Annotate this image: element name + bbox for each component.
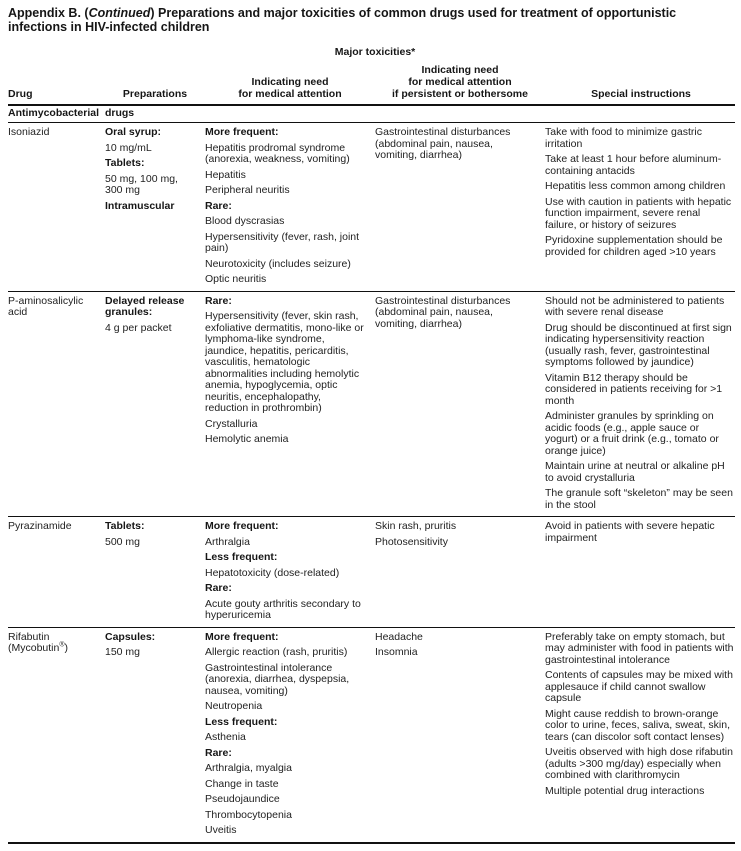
text-paragraph: Gastrointestinal disturbances (abdominal pain, nausea, vomiting, diarrhea)	[375, 126, 511, 161]
toxicity-medical-attention-cell	[205, 627, 375, 843]
text-paragraph: Multiple potential drug interactions	[545, 784, 705, 797]
special-instructions-cell	[545, 517, 735, 628]
text-paragraph: Pyrazinamide	[8, 520, 72, 532]
table-body	[8, 105, 735, 843]
table-row-p-aminosalicylic-acid	[8, 291, 735, 517]
drug-cell-p-aminosalicylic-acid	[8, 291, 105, 517]
text-paragraph: Preferably take on empty stomach, but may administer with food in patients with gastrointestinal intolerance	[545, 630, 734, 666]
text-paragraph: 50 mg, 100 mg, 300 mg	[105, 172, 178, 196]
text-paragraph: Hepatitis	[205, 168, 246, 181]
text-paragraph: Skin rash, pruritis	[375, 520, 457, 532]
frequency-subhead: Intramuscular	[105, 199, 175, 212]
text-paragraph: Hypersensitivity (fever, skin rash, exfoliative dermatitis, mono-like or lymphoma-like syndrome, jaundice, hepatitis, pericarditis, vasculitis, hematologic abnormalities including hemolytic anemia, hypoglycemia, optic neuritis, encephalopathy, reduction in prothrombin)	[205, 310, 364, 414]
frequency-subhead: Capsules:	[105, 630, 156, 643]
frequency-subhead: More frequent:	[205, 126, 279, 138]
text-paragraph: 4 g per packet	[105, 321, 172, 334]
text-paragraph: 150 mg	[105, 646, 141, 658]
section-header-antimycobacterial: Antimycobacterial drugs	[8, 105, 735, 123]
title-continued: Continued	[88, 6, 151, 20]
frequency-subhead: Rare:	[205, 582, 232, 594]
text-paragraph: Thrombocytopenia	[205, 808, 292, 821]
text-paragraph: Arthralgia, myalgia	[205, 762, 292, 774]
table-row-rifabutin	[8, 627, 735, 843]
column-header-attention: Indicating need for medical attention	[205, 59, 375, 105]
table-head	[8, 43, 735, 105]
toxicity-persistent-cell	[375, 627, 545, 843]
text-paragraph: Should not be administered to patients with severe renal disease	[545, 294, 725, 318]
text-paragraph: Neutropenia	[205, 700, 263, 712]
text-paragraph: Acute gouty arthritis secondary to hyperuricemia	[205, 597, 361, 621]
text-paragraph: Hepatitis prodromal syndrome (anorexia, weakness, vomiting)	[205, 141, 350, 165]
frequency-subhead: More frequent:	[205, 520, 279, 532]
frequency-subhead: Rare:	[205, 746, 232, 759]
text-paragraph: Rifabutin (Mycobutin®)	[8, 630, 69, 654]
toxicity-medical-attention-cell	[205, 123, 375, 292]
text-paragraph: Avoid in patients with severe hepatic impairment	[545, 520, 715, 544]
text-paragraph: Hemolytic anemia	[205, 433, 289, 445]
toxicity-medical-attention-cell	[205, 517, 375, 628]
drug-toxicity-table	[8, 43, 735, 844]
frequency-subhead: Tablets:	[105, 520, 145, 532]
major-toxicities-label: Major toxicities*	[334, 46, 416, 58]
text-paragraph: Arthralgia	[205, 535, 250, 548]
preparations-cell	[105, 291, 205, 517]
text-paragraph: Pseudojaundice	[205, 793, 280, 805]
text-paragraph: Drug should be discontinued at first sign indicating hypersensitivity reaction (usually rash, fever, gastrointestinal symptoms followed by jaundice)	[545, 321, 732, 368]
text-paragraph: Photosensitivity	[375, 535, 448, 548]
text-paragraph: Take at least 1 hour before aluminum-containing antacids	[545, 153, 722, 177]
drug-cell-isoniazid	[8, 123, 105, 292]
text-paragraph: Pyridoxine supplementation should be provided for children aged >10 years	[545, 234, 723, 258]
special-instructions-cell	[545, 123, 735, 292]
text-paragraph: Contents of capsules may be mixed with applesauce if child cannot swallow capsule	[545, 669, 733, 704]
special-instructions-cell	[545, 291, 735, 517]
text-paragraph: The granule soft “skeleton” may be seen in the stool	[545, 487, 733, 511]
major-toxicities-spanner-cell	[205, 43, 545, 59]
frequency-subhead: Less frequent:	[205, 551, 278, 563]
spanner-spacer	[8, 43, 105, 59]
text-paragraph: Take with food to minimize gastric irritation	[545, 126, 702, 150]
text-paragraph: 500 mg	[105, 535, 141, 548]
text-paragraph: 10 mg/mL	[105, 141, 152, 154]
text-paragraph: Neurotoxicity (includes seizure)	[205, 257, 351, 270]
frequency-subhead: More frequent:	[205, 630, 279, 643]
text-paragraph: Administer granules by sprinkling on acidic foods (e.g., apple sauce or yogurt) or a fruit drink (e.g., tomato or orange juice)	[545, 410, 719, 457]
drug-cell-pyrazinamide	[8, 517, 105, 628]
appendix-title	[8, 7, 735, 34]
frequency-subhead: Oral syrup:	[105, 126, 162, 138]
text-paragraph: Peripheral neuritis	[205, 184, 290, 196]
column-header-drug: Drug	[8, 59, 105, 105]
title-prefix: Appendix B. (	[8, 6, 89, 20]
column-header-special-instructions: Special instructions	[545, 59, 735, 105]
text-paragraph: Hepatotoxicity (dose-related)	[205, 566, 340, 579]
section-row	[8, 105, 735, 123]
text-paragraph: Gastrointestinal intolerance (anorexia, diarrhea, dyspepsia, nausea, vomiting)	[205, 661, 350, 697]
registered-trademark-symbol: ®	[59, 641, 65, 649]
frequency-subhead: Less frequent:	[205, 715, 278, 728]
preparations-cell	[105, 123, 205, 292]
text-paragraph: Change in taste	[205, 777, 279, 790]
special-instructions-cell	[545, 627, 735, 843]
text-paragraph: Optic neuritis	[205, 273, 267, 285]
toxicity-persistent-cell	[375, 291, 545, 517]
frequency-subhead: Rare:	[205, 199, 232, 212]
text-paragraph: Hepatitis less common among children	[545, 180, 726, 192]
text-paragraph: Allergic reaction (rash, pruritis)	[205, 646, 348, 658]
spanner-row	[8, 43, 735, 59]
text-paragraph: Crystalluria	[205, 417, 258, 430]
frequency-subhead: Rare:	[205, 294, 232, 307]
text-paragraph: Maintain urine at neutral or alkaline pH to avoid crystalluria	[545, 460, 725, 484]
text-paragraph: Might cause reddish to brown-orange color to urine, feces, saliva, sweat, skin, tears (can discolor soft contact lenses)	[545, 707, 730, 743]
spanner-spacer	[105, 43, 205, 59]
column-header-preparations: Preparations	[105, 59, 205, 105]
text-paragraph: Hypersensitivity (fever, rash, joint pain)	[205, 230, 360, 254]
table-row-pyrazinamide	[8, 517, 735, 628]
drug-cell-rifabutin	[8, 627, 105, 843]
preparations-cell	[105, 517, 205, 628]
text-paragraph: Asthenia	[205, 731, 246, 743]
frequency-subhead: Delayed release granules:	[105, 294, 185, 318]
text-paragraph: Use with caution in patients with hepatic function impairment, severe renal failure, or history of seizures	[545, 195, 732, 231]
text-paragraph: Gastrointestinal disturbances (abdominal pain, nausea, vomiting, diarrhea)	[375, 294, 511, 330]
column-header-persistent: Indicating need for medical attention if persistent or bothersome	[375, 59, 545, 105]
text-paragraph: Uveitis	[205, 824, 237, 836]
text-paragraph: Headache	[375, 630, 423, 643]
toxicity-persistent-cell	[375, 517, 545, 628]
toxicity-medical-attention-cell	[205, 291, 375, 517]
text-paragraph: Insomnia	[375, 646, 418, 658]
spanner-spacer	[545, 43, 735, 59]
text-paragraph: P-aminosalicylic acid	[8, 294, 84, 318]
text-paragraph: Blood dyscrasias	[205, 215, 285, 227]
title-suffix: ) Preparations and major toxicities of common drugs used for treatment of opportunistic infections in HIV-infected children	[8, 6, 677, 34]
text-paragraph: Isoniazid	[8, 126, 50, 138]
preparations-cell	[105, 627, 205, 843]
table-row-isoniazid	[8, 123, 735, 292]
text-paragraph: Uveitis observed with high dose rifabutin (adults >300 mg/day) especially when combined with clarithromycin	[545, 746, 733, 781]
frequency-subhead: Tablets:	[105, 157, 145, 169]
text-paragraph: Vitamin B12 therapy should be considered in patients receiving for >1 month	[545, 371, 723, 407]
toxicity-persistent-cell	[375, 123, 545, 292]
column-header-row	[8, 59, 735, 105]
